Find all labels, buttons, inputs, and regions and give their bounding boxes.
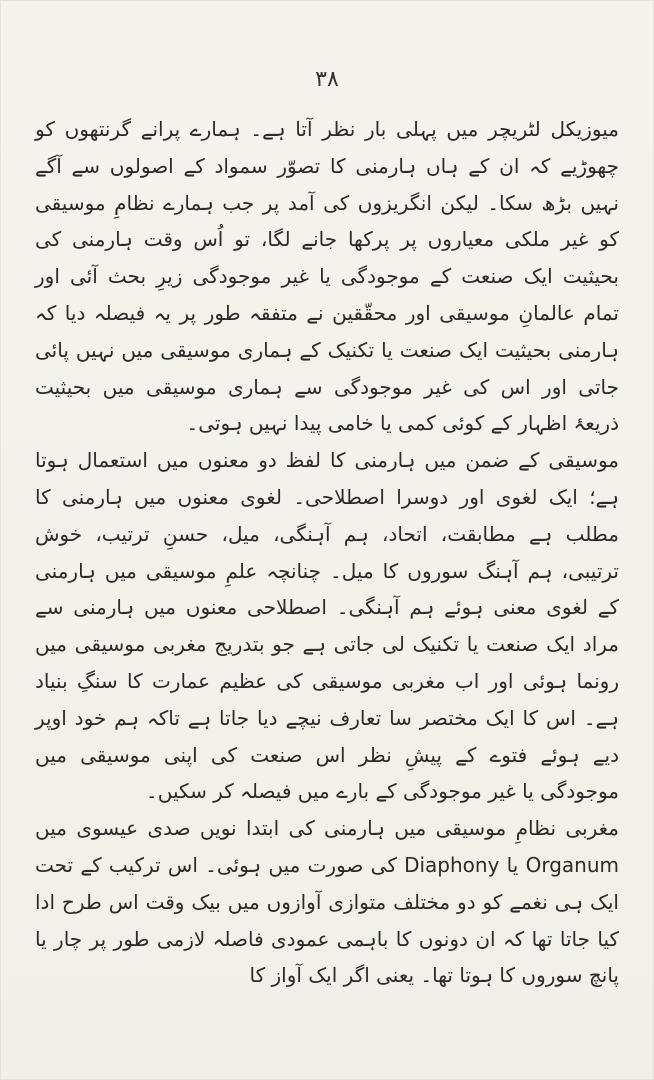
paragraph-western-harmony-origin: مغربی نظامِ موسیقی میں ہارمنی کی ابتدا نویں صدی عیسوی میں Organum یا Diaphony کی صورت میں ہوئی۔ اس ترکیب کے تحت ایک ہی نغمے کو دو مختلف متوازی آوازوں میں بیک وقت اس طرح ادا کیا جاتا تھا کہ ان دونوں کا باہمی عمودی فاصلہ لازمی طور پر چار یا پانچ سوروں کا ہوتا تھا۔ یعنی اگر ایک آواز کا [35, 816, 620, 988]
paragraph-harmony-in-indian-music: میوزیکل لٹریچر میں پہلی بار نظر آتا ہے۔ ہمارے پرانے گرنتھوں کو چھوڑیے کہ ان کے ہاں ہارمنی کا تصوّر سمواد کے اصولوں سے آگے نہیں بڑھ سکا۔ لیکن انگریزوں کی آمد پر جب ہمارے نظامِ موسیقی کو غیر ملکی معیاروں پر پرکھا جانے لگا، تو اُس وقت ہارمنی کی بحیثیت ایک صنعت کے موجودگی یا غیر موجودگی زیرِ بحث آئی اور تمام عالمانِ موسیقی اور محقّقین نے متفقہ طور پر یہ فیصلہ دیا کہ ہارمنی بحیثیت ایک صنعت یا تکنیک کے ہماری موسیقی میں نہیں پائی جاتی اور اس کی غیر موجودگی سے ہماری موسیقی میں بحیثیت ذریعۂ اظہار کے کوئی کمی یا خامی پیدا نہیں ہوتی۔ [35, 117, 619, 436]
page-number: ۳۸ [315, 67, 339, 92]
paragraph-meaning-of-harmony: موسیقی کے ضمن میں ہارمنی کا لفظ دو معنوں میں استعمال ہوتا ہے؛ ایک لغوی اور دوسرا اصطلاحی۔ لغوی معنوں میں ہارمنی کا مطلب ہے مطابقت، اتحاد، ہم آہنگی، میل، حسنِ ترتیب، خوش ترتیبی، ہم آہنگ سوروں کا میل۔ چنانچہ علمِ موسیقی میں ہارمنی کے لغوی معنی ہوئے ہم آہنگی۔ اصطلاحی معنوں میں ہارمنی سے مراد ایک صنعت یا تکنیک لی جاتی ہے جو بتدریج مغربی موسیقی میں رونما ہوئی اور اب مغربی موسیقی کی عظیم عمارت کا سنگِ بنیاد ہے۔ اس کا ایک مختصر سا تعارف نیچے دیا جاتا ہے تاکہ ہم خود اوپر دیے ہوئے فتوے کے پیشِ نظر اس صنعت کی اپنی موسیقی میں موجودگی یا غیر موجودگی کے بارے میں فیصلہ کر سکیں۔ [35, 448, 619, 804]
page-text [35, 111, 619, 994]
